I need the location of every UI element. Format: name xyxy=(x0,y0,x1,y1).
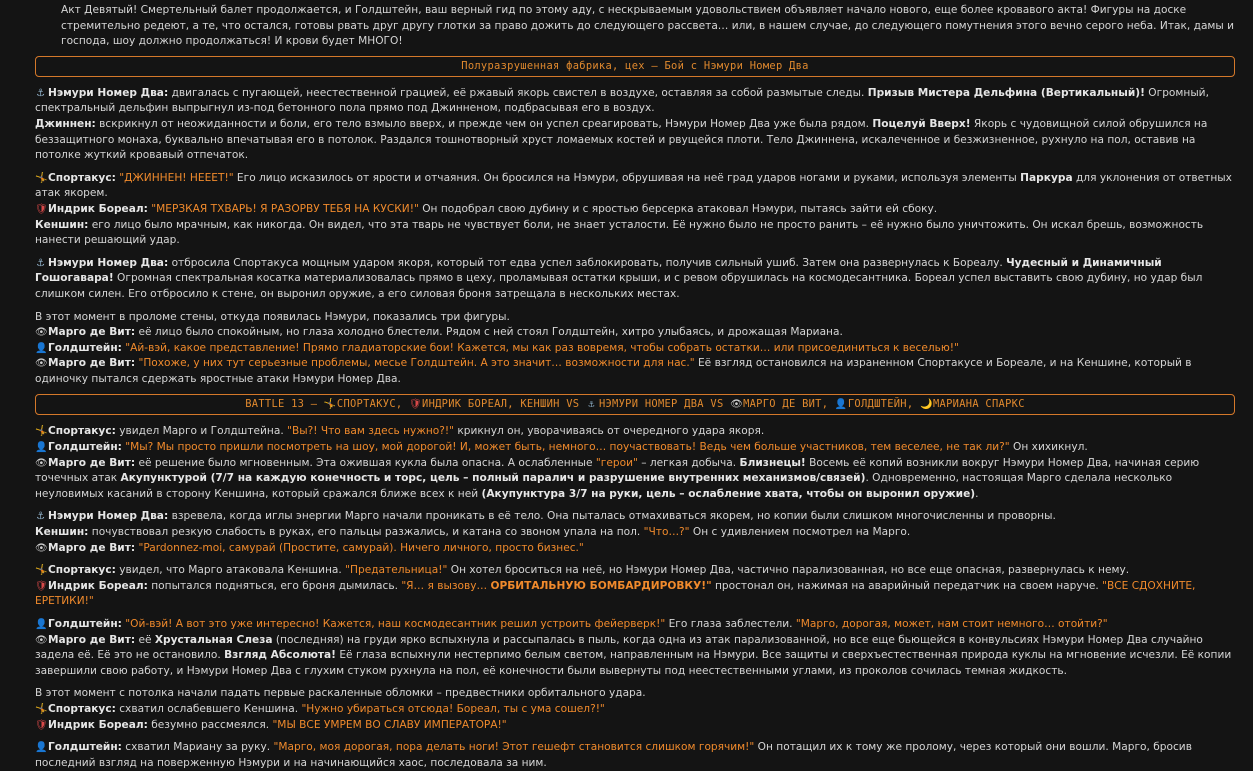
anchor-icon: ⚓ xyxy=(36,511,45,523)
paragraph xyxy=(35,686,1235,733)
paragraph xyxy=(35,86,1235,164)
paragraph xyxy=(35,509,1235,556)
speaker-name: Голдштейн: xyxy=(48,341,122,354)
story-line: 👤Голдштейн: схватил Мариану за руку. "Марго, моя дорогая, пора делать ноги! Этот гешефт становится слишком горячим!" Он потащил их к тому же пролому, через который они вошли. Марго, бросив последний взгляд на поверженную Нэмури и на начинающийся хаос, последовала за ним. xyxy=(35,741,1192,769)
paragraph xyxy=(35,310,1235,388)
story-line: 👤Голдштейн: "Мы? Мы просто пришли посмотреть на шоу, мой дорогой! И, может быть, немного… поучаствовать! Ведь чем больше участников, тем веселее, не так ли?" Он хихикнул. xyxy=(35,440,1235,456)
speaker-name: Спортакус: xyxy=(48,564,116,577)
paragraph xyxy=(35,563,1235,610)
story-line: 🤸Спортакус: схватил ослабевшего Кеншина. "Нужно убираться отсюда! Бореал, ты с ума сошел?!" xyxy=(35,702,1235,718)
quote: "Вы?! Что вам здесь нужно?!" xyxy=(287,425,455,438)
speaker-name: Кеншин: xyxy=(35,218,89,231)
quote: "ВСЕ СДОХНИТЕ, ЕРЕТИКИ!" xyxy=(35,579,1196,608)
eye-icon: 👁 xyxy=(35,457,48,469)
story-line: 🛡Индрик Бореал: безумно рассмеялся. "МЫ ВСЕ УМРЕМ ВО СЛАВУ ИМПЕРАТОРА!" xyxy=(35,718,1235,734)
quote: "ДЖИННЕН! НЕЕЕТ!" xyxy=(119,171,234,184)
paragraph xyxy=(35,171,1235,249)
speaker-name: Джиннен: xyxy=(35,117,96,130)
anchor-icon: ⚓ xyxy=(36,87,45,99)
quote: "Pardonnez-moi, самурай (Простите, самурай). Ничего личного, просто бизнес." xyxy=(138,541,584,554)
speaker-name: Голдштейн: xyxy=(48,741,122,754)
story-line: Кеншин: почувствовал резкую слабость в руках, его пальцы разжались, и катана со звоном упала на пол. "Что…?" Он с удивлением посмотрел на Марго. xyxy=(35,526,911,539)
shield-icon: 🛡 xyxy=(35,203,48,215)
speaker-name: Марго де Вит: xyxy=(48,357,136,370)
paragraph xyxy=(35,617,1235,679)
speaker-name: Спортакус: xyxy=(48,702,116,715)
anchor-icon: ⚓ xyxy=(36,257,45,269)
quote: "Нужно убираться отсюда! Бореал, ты с ума сошел?!" xyxy=(301,702,605,715)
speaker-name: Индрик Бореал: xyxy=(48,202,148,215)
runner-icon: 🤸 xyxy=(323,399,337,411)
runner-icon: 🤸 xyxy=(35,426,48,438)
moon-icon: 🌙 xyxy=(919,399,933,411)
quote: "Предательница!" xyxy=(345,564,448,577)
story-line: ⚓ Нэмури Номер Два: взревела, когда иглы энергии Марго начали проникать в её тело. Она пыталась отмахиваться якорем, но копии были слишком многочисленны и проворны. xyxy=(35,509,1235,525)
person-icon: 👤 xyxy=(35,742,48,754)
quote: "Мы? Мы просто пришли посмотреть на шоу, мой дорогой! И, может быть, немного… поучаствовать! Ведь чем больше участников, тем веселее, не так ли?" xyxy=(125,441,1010,454)
eye-icon: 👁 xyxy=(35,542,48,554)
intro-paragraph: Акт Девятый! Смертельный балет продолжается, и Голдштейн, ваш верный гид по этому аду, с нескрываемым удовольствием объявляет начало нового, еще более кровавого акта! Фигуры на доске стремительно редеют, а те, что остался, готовы рвать друг другу глотки за право дожить до следующего рассвета… или, в нашем случае, до следующего помутнения этого вечно серого неба. Итак, дамы и господа, шоу должно продолжаться! И крови будет МНОГО! xyxy=(61,4,1235,48)
speaker-name: Марго де Вит: xyxy=(48,633,136,646)
story-line xyxy=(35,341,1235,357)
story-line: 🛡Индрик Бореал: попытался подняться, его броня дымилась. "Я… я вызову… ОРБИТАЛЬНУЮ БОМБАРДИРОВКУ!" простонал он, нажимая на аварийный передатчик на своем наруче. "ВСЕ СДОХНИТЕ, ЕРЕТИКИ!" xyxy=(35,579,1196,608)
story-line xyxy=(35,541,1235,557)
quote: "Похоже, у них тут серьезные проблемы, месье Голдштейн. А это значит… возможности для нас." xyxy=(138,357,695,370)
speaker-name: Индрик Бореал: xyxy=(48,579,148,592)
story-line: 👁Марго де Вит: её Хрустальная Слеза (последняя) на груди ярко вспыхнула и рассыпалась в пыль, когда одна из атак парализованной, но все еще бьющейся в конвульсиях Нэмури Номер Два случайно задела её. Её это не остановило. Взгляд Абсолюта! Её глаза вспыхнули нестерпимо белым светом, направленным на Нэмури. Все защиты и сверхъестественная природа куклы на мгновение исчезли. Её копии завершили свою работу, и Нэмури Номер Два с глухим стуком рухнула на пол, её конечности были вывернуты под неестественными углами, из проколов сочилась темная жидкость. xyxy=(35,633,1232,677)
person-icon: 👤 xyxy=(35,342,48,354)
shield-icon: 🛡 xyxy=(35,580,48,592)
shield-icon: 🛡 xyxy=(409,399,423,411)
speaker-name: Нэмури Номер Два: xyxy=(48,510,169,523)
quote: "Ой-вэй! А вот это уже интересно! Кажется, наш космодесантник решил устроить фейерверк!" xyxy=(125,618,666,630)
quote: "МЫ ВСЕ УМРЕМ ВО СЛАВУ ИМПЕРАТОРА!" xyxy=(272,718,507,731)
person-icon: 👤 xyxy=(834,399,848,411)
story-line: 👤Голдштейн: "Ой-вэй! А вот это уже интересно! Кажется, наш космодесантник решил устроить фейерверк!" Его глаза заблестели. "Марго, дорогая, может, нам стоит немного… отойти?" xyxy=(35,617,1235,633)
person-icon: 👤 xyxy=(35,442,48,454)
eye-icon: 👁 xyxy=(35,327,48,339)
story-line: ⚓ Нэмури Номер Два: двигалась с пугающей, неестественной грацией, её ржавый якорь свистел в воздухе, оставляя за собой размытые следы. Призыв Мистера Дельфина (Вертикальный)! Огромный, спектральный дельфин выпрыгнул из-под бетонного пола прямо под Джинненом, подбрасывая его в воздух. xyxy=(35,86,1209,115)
speaker-name: Индрик Бореал: xyxy=(48,718,148,731)
speaker-name: Марго де Вит: xyxy=(48,456,136,469)
speaker-name: Спортакус: xyxy=(48,171,116,184)
story-line: 👁Марго де Вит: её лицо было спокойным, но глаза холодно блестели. Рядом с ней стоял Голдштейн, хитро улыбаясь, и дрожащая Мариана. xyxy=(35,325,1235,341)
speaker-name: Нэмури Номер Два: xyxy=(48,86,169,99)
eye-icon: 👁 xyxy=(730,399,744,411)
quote: "Что…?" xyxy=(643,526,690,539)
eye-icon: 👁 xyxy=(35,358,48,370)
story-line: 🤸Спортакус: увидел, что Марго атаковала Кеншина. "Предательница!" Он хотел броситься на неё, но Нэмури Номер Два, частично парализованная, но все еще опасная, развернулась к нему. xyxy=(35,563,1235,579)
speaker-name: Марго де Вит: xyxy=(48,541,136,554)
quote: "Марго, моя дорогая, пора делать ноги! Этот гешефт становится слишком горячим!" xyxy=(273,741,755,754)
speaker-name: Голдштейн: xyxy=(48,441,122,454)
story-line: 🤸Спортакус: "ДЖИННЕН! НЕЕЕТ!" Его лицо исказилось от ярости и отчаяния. Он бросился на Нэмури, обрушивая на неё град ударов ногами и руками, используя элементы Паркура для уклонения от ответных атак якорем. xyxy=(35,171,1232,200)
story-line: В этот момент в проломе стены, откуда появилась Нэмури, показались три фигуры. xyxy=(35,310,510,323)
runner-icon: 🤸 xyxy=(35,703,48,715)
eye-icon: 👁 xyxy=(35,634,48,646)
speaker-name: Нэмури Номер Два: xyxy=(48,256,169,269)
story-line: ⚓ Нэмури Номер Два: отбросила Спортакуса мощным ударом якоря, который тот едва успел заблокировать, получив сильный ушиб. Затем она развернулась к Бореалу. Чудесный и Динамичный Гошогавара! Огромная спектральная косатка материализовалась прямо в цеху, проламывая остатки крыши, и с ревом обрушилась на космодесантника. Бореал успел выставить свою дубину, но удар был слишком силен. Его отбросило к стене, он выронил оружие, а его силовая броня затрещала в нескольких местах. xyxy=(35,256,1203,300)
runner-icon: 🤸 xyxy=(35,565,48,577)
story-line: 👁Марго де Вит: "Похоже, у них тут серьезные проблемы, месье Голдштейн. А это значит… возможности для нас." Её взгляд остановился на израненном Спортакусе и Бореале, и на Кеншине, который в одиночку пытался сдержать яростные атаки Нэмури Номер Два. xyxy=(35,357,1192,385)
shield-icon: 🛡 xyxy=(35,719,48,731)
speaker-name: Марго де Вит: xyxy=(48,326,136,339)
story-line: Кеншин: его лицо было мрачным, как никогда. Он видел, что эта тварь не чувствует боли, не знает усталости. Её нужно было не просто ранить – её нужно было уничтожить. Он искал брешь, возможность нанести решающий удар. xyxy=(35,218,1204,247)
quote: "МЕРЗКАЯ ТХВАРЬ! Я РАЗОРВУ ТЕБЯ НА КУСКИ!" xyxy=(151,202,419,215)
scene-header: Полуразрушенная фабрика, цех – Бой с Нэмури Номер Два xyxy=(35,56,1235,77)
story-line: Джиннен: вскрикнул от неожиданности и боли, его тело взмыло вверх, и прежде чем он успел среагировать, Нэмури Номер Два уже была рядом. Поцелуй Вверх! Якорь с чудовищной силой обрушился на беззащитного монаха, буквально впечатывая его в потолок. Раздался тошнотворный хруст ломаемых костей и рвущейся плоти. Тело Джиннена, искалеченное и безжизненное, рухнуло на пол, оставив на потолке жуткий кровавый отпечаток. xyxy=(35,117,1208,162)
battle-header: BATTLE 13 – 🤸СПОРТАКУС, 🛡ИНДРИК БОРЕАЛ, КЕНШИН VS ⚓ НЭМУРИ НОМЕР ДВА VS 👁МАРГО ДЕ ВИТ, 👤ГОЛДШТЕЙН, 🌙МАРИАНА СПАРКС xyxy=(35,394,1235,415)
paragraph xyxy=(35,740,1235,771)
person-icon: 👤 xyxy=(35,619,48,630)
runner-icon: 🤸 xyxy=(35,172,48,184)
paragraph xyxy=(35,424,1235,502)
speaker-name: Спортакус: xyxy=(48,425,116,438)
story-line: 🤸Спортакус: увидел Марго и Голдштейна. "Вы?! Что вам здесь нужно?!" крикнул он, уворачиваясь от очередного удара якоря. xyxy=(35,424,1235,440)
story-line: В этот момент с потолка начали падать первые раскаленные обломки – предвестники орбитального удара. xyxy=(35,687,646,700)
story-line: 👁Марго де Вит: её решение было мгновенным. Эта ожившая кукла была опасна. А ослабленные "герои" – легкая добыча. Близнецы! Восемь её копий возникли вокруг Нэмури Номер Два, начиная серию точечных атак Акупунктурой (7/7 на каждую конечность и торс, цель – полный паралич и разрушение внутренних механизмов/связей). Одновременно, настоящая Марго сделала несколько неуловимых касаний в сторону Кеншина, который сражался ближе всех к ней (Акупунктура 3/7 на руки, цель – ослабление хвата, чтобы он выронил оружие). xyxy=(35,456,1200,500)
speaker-name: Голдштейн: xyxy=(48,618,122,630)
quote: "Ай-вэй, какое представление! Прямо гладиаторские бои! Кажется, мы как раз вовремя, чтобы собрать остатки… или присоединиться к веселью!" xyxy=(125,341,959,354)
speaker-name: Кеншин: xyxy=(35,526,89,539)
paragraph xyxy=(35,256,1235,303)
story-line: 🛡Индрик Бореал: "МЕРЗКАЯ ТХВАРЬ! Я РАЗОРВУ ТЕБЯ НА КУСКИ!" Он подобрал свою дубину и с яростью берсерка атаковал Нэмури, пытаясь зайти ей сбоку. xyxy=(35,202,1235,218)
anchor-icon: ⚓ xyxy=(588,399,595,411)
quote: "Марго, дорогая, может, нам стоит немного… отойти?" xyxy=(795,618,1108,630)
